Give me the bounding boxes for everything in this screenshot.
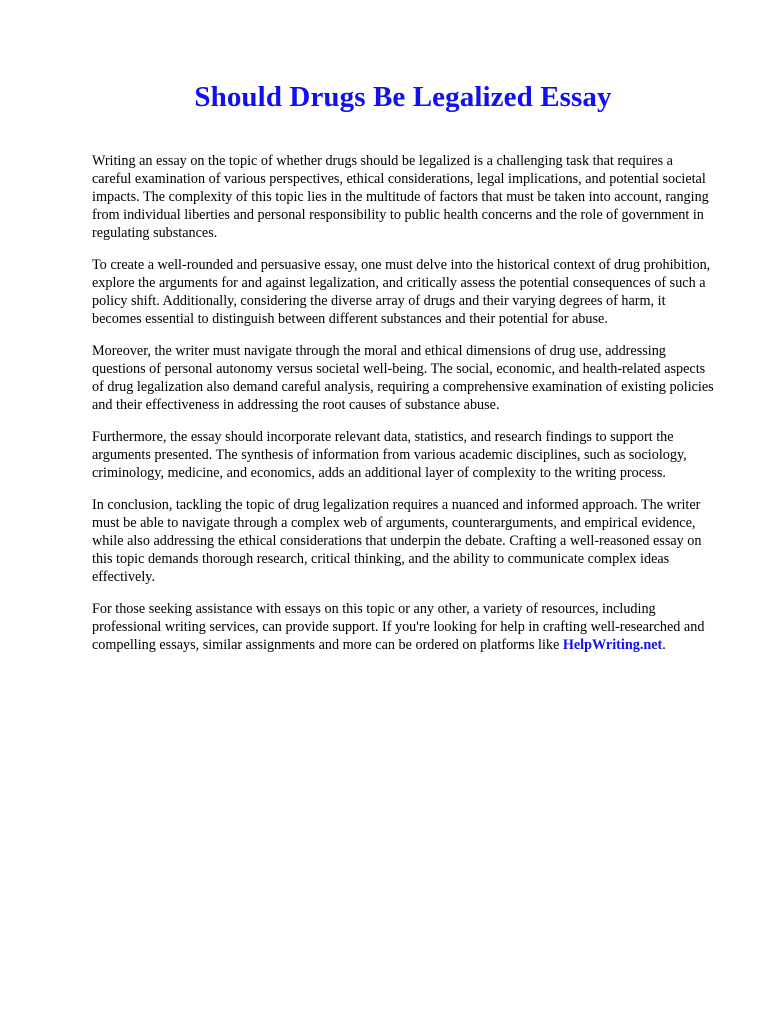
paragraph-closing — [92, 600, 714, 654]
closing-text: For those seeking assistance with essays on this topic or any other, a variety of resources, including professional writing services, can provide support. If you're looking for help in crafting well-researched and compelling essays, similar assignments and more can be ordered on platforms like — [92, 601, 705, 653]
closing-period: . — [662, 637, 666, 653]
paragraph-conclusion: In conclusion, tackling the topic of drug legalization requires a nuanced and informed approach. The writer must be able to navigate through a complex web of arguments, counterarguments, and empirical evidence, while also addressing the ethical considerations that underpin the debate. Crafting a well-reasoned essay on this topic demands thorough research, critical thinking, and the ability to communicate complex ideas effectively. — [92, 497, 702, 585]
paragraph-approach: To create a well-rounded and persuasive essay, one must delve into the historical context of drug prohibition, explore the arguments for and against legalization, and critically assess the potential consequences of such a policy shift. Additionally, considering the diverse array of drugs and their varying degrees of harm, it becomes essential to distinguish between different substances and their potential for abuse. — [92, 257, 711, 327]
helpwriting-link[interactable]: HelpWriting.net — [562, 637, 663, 653]
document-page — [92, 78, 714, 668]
page-title: Should Drugs Be Legalized Essay — [194, 81, 612, 113]
paragraph-evidence: Furthermore, the essay should incorporate relevant data, statistics, and research findings to support the arguments presented. The synthesis of information from various academic disciplines, such as sociology, criminology, medicine, and economics, adds an additional layer of complexity to the writing process. — [92, 429, 687, 481]
paragraph-intro: Writing an essay on the topic of whether drugs should be legalized is a challenging task that requires a careful examination of various perspectives, ethical considerations, legal implications, and potential societal impacts. The complexity of this topic lies in the multitude of factors that must be taken into account, ranging from individual liberties and personal responsibility to public health concerns and the role of government in regulating substances. — [92, 153, 709, 241]
paragraph-ethics: Moreover, the writer must navigate through the moral and ethical dimensions of drug use, addressing questions of personal autonomy versus societal well-being. The social, economic, and health-related aspects of drug legalization also demand careful analysis, requiring a comprehensive examination of existing policies and their effectiveness in addressing the root causes of substance abuse. — [92, 343, 714, 413]
